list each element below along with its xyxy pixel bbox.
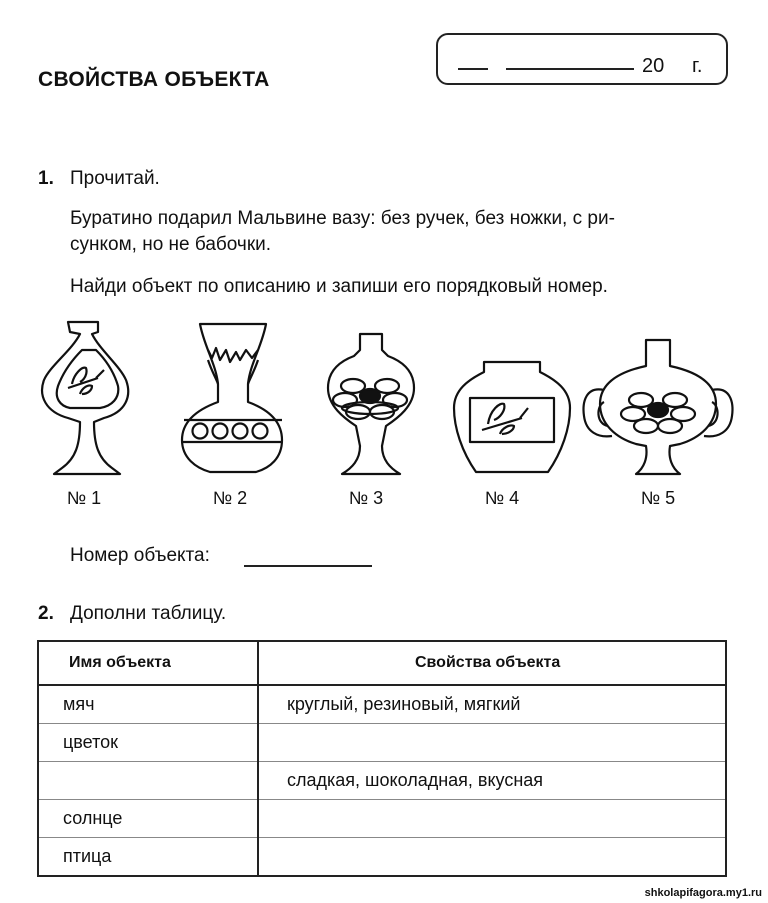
cell-name[interactable] <box>38 762 258 800</box>
cell-name[interactable]: птица <box>38 838 258 877</box>
date-day-line[interactable] <box>458 68 488 70</box>
vase-3 <box>328 334 414 474</box>
table-row <box>38 800 726 838</box>
date-box <box>436 33 728 85</box>
cell-properties[interactable] <box>258 724 726 762</box>
table-row <box>38 838 726 877</box>
task1-task: Найди объект по описанию и запиши его порядковый номер. <box>70 276 608 297</box>
date-suffix: г. <box>692 55 703 77</box>
vase-1 <box>42 322 128 474</box>
table-header-row <box>38 641 726 685</box>
cell-properties[interactable] <box>258 800 726 838</box>
cell-name[interactable]: солнце <box>38 800 258 838</box>
cell-properties[interactable]: сладкая, шоколадная, вкусная <box>258 762 726 800</box>
vase-4 <box>454 362 570 472</box>
task2-number: 2. <box>38 603 54 624</box>
cell-name[interactable]: мяч <box>38 685 258 724</box>
answer-label: Номер объекта: <box>70 545 210 566</box>
vase-label-5: № 5 <box>640 488 676 508</box>
properties-table <box>37 640 727 877</box>
cell-properties[interactable]: круглый, резиновый, мягкий <box>258 685 726 724</box>
table-row <box>38 685 726 724</box>
vase-label-3: № 3 <box>348 488 384 508</box>
task1-instruction: Прочитай. <box>70 168 160 189</box>
page-title: СВОЙСТВА ОБЪЕКТА <box>38 68 270 91</box>
vase-label-2: № 2 <box>212 488 248 508</box>
date-month-line[interactable] <box>506 68 634 70</box>
table-row <box>38 724 726 762</box>
task1-number: 1. <box>38 168 54 189</box>
cell-name[interactable]: цветок <box>38 724 258 762</box>
task1-text-line2: сунком, но не бабочки. <box>70 234 272 255</box>
answer-input-line[interactable] <box>244 565 372 567</box>
vase-5 <box>584 340 733 474</box>
table-row <box>38 762 726 800</box>
task2-instruction: Дополни таблицу. <box>70 603 227 624</box>
cell-properties[interactable] <box>258 838 726 877</box>
vase-label-4: № 4 <box>484 488 520 508</box>
vase-label-1: № 1 <box>66 488 102 508</box>
header-object-name: Имя объекта <box>38 641 258 685</box>
task1-text-line1: Буратино подарил Мальвине вазу: без ручек, без ножки, с ри- <box>70 208 615 229</box>
date-year: 20 <box>642 55 665 77</box>
watermark: shkolapifagora.my1.ru <box>644 887 762 899</box>
vase-2 <box>182 324 282 472</box>
vases-illustration <box>0 310 768 490</box>
header-object-properties: Свойства объекта <box>258 641 726 685</box>
